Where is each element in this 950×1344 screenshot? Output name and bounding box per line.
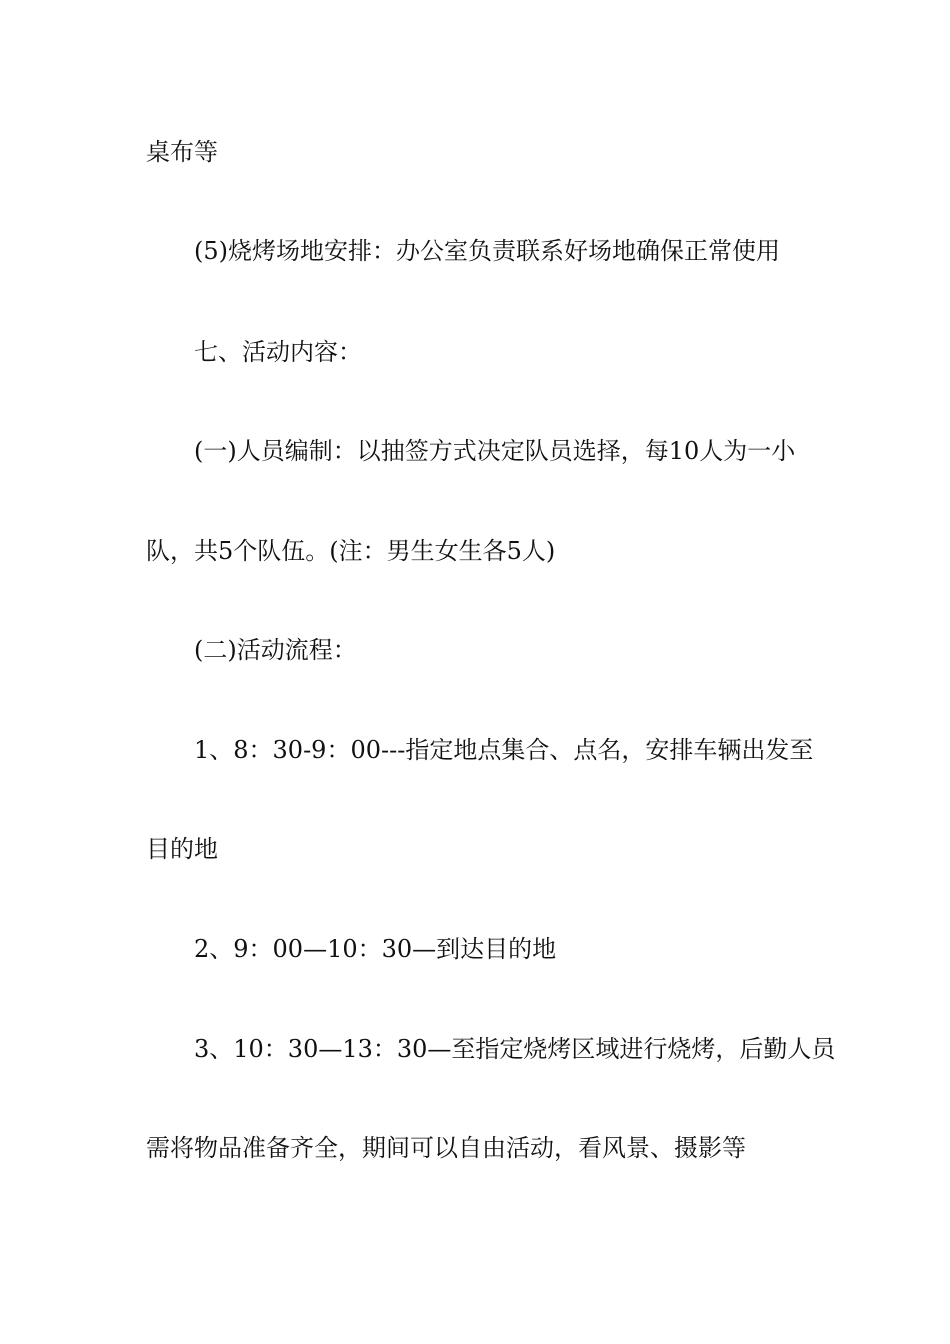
paragraph-line: 1、8：30-9：00---指定地点集合、点名，安排车辆出发至	[194, 736, 814, 764]
paragraph-line: 3、10：30—13：30—至指定烧烤区域进行烧烤，后勤人员	[194, 1035, 836, 1063]
subsection-heading: (二)活动流程：	[194, 636, 357, 664]
paragraph-line: 需将物品准备齐全，期间可以自由活动，看风景、摄影等	[146, 1134, 746, 1162]
paragraph-line: 桌布等	[146, 138, 218, 166]
paragraph-line: 2、9：00—10：30—到达目的地	[194, 935, 557, 963]
paragraph-line: (一)人员编制：以抽签方式决定队员选择，每10人为一小	[194, 437, 796, 465]
paragraph-line: (5)烧烤场地安排：办公室负责联系好场地确保正常使用	[194, 237, 780, 265]
paragraph-line: 队，共5个队伍。(注：男生女生各5人)	[146, 537, 556, 565]
paragraph-line: 目的地	[146, 835, 218, 863]
section-heading: 七、活动内容：	[194, 338, 362, 366]
